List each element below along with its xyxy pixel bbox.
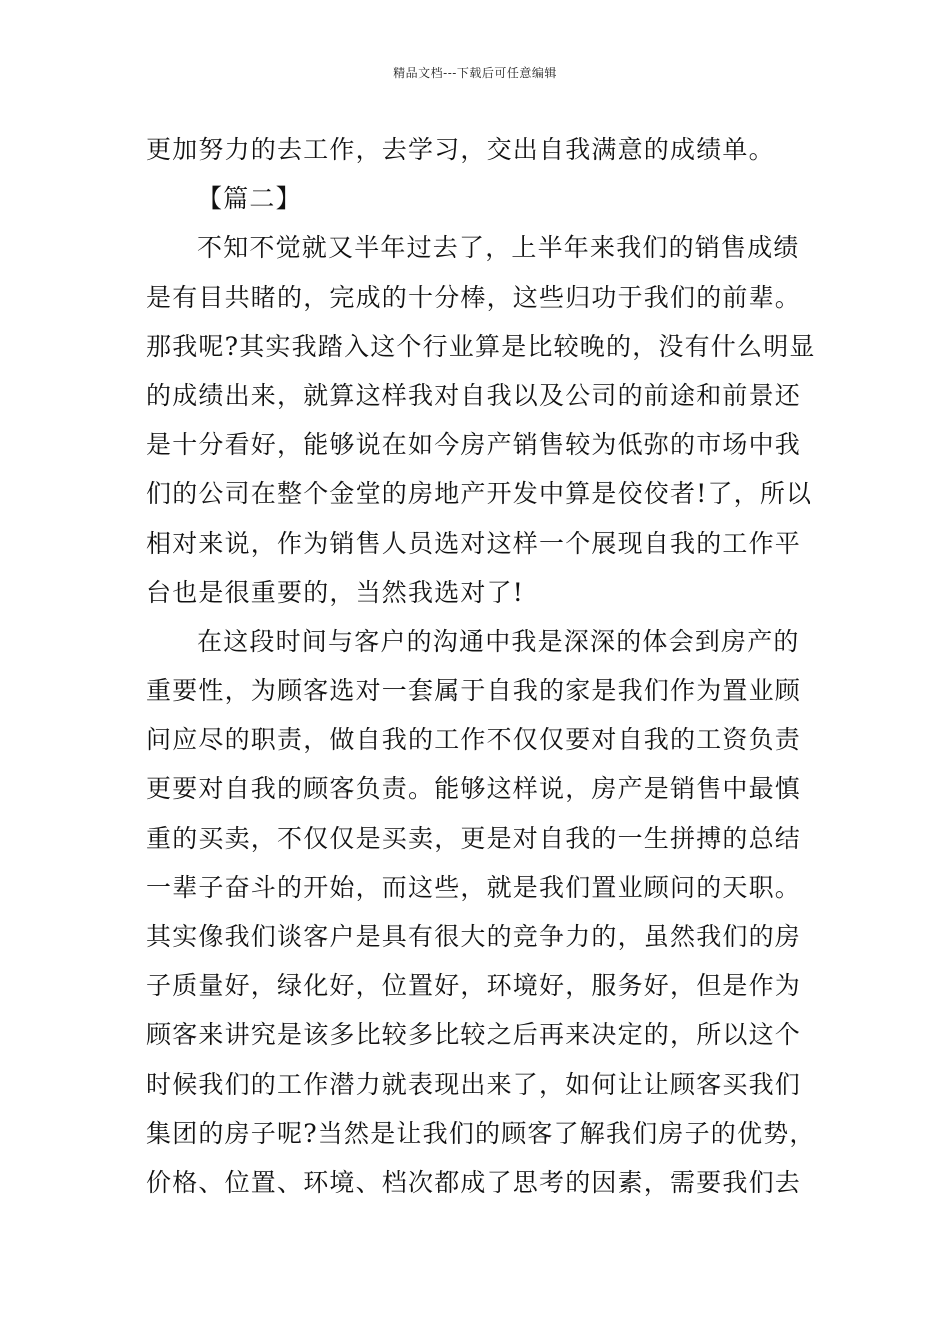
paragraph-first-line: 在这段时间与客户的沟通中我是深深的体会到房产的 [197, 626, 800, 656]
text-line: 集团的房子呢?当然是让我们的顾客了解我们房子的优势， [146, 1118, 816, 1148]
text-line: 子质量好，绿化好，位置好，环境好，服务好，但是作为 [146, 971, 802, 1001]
text-line: 相对来说，作为销售人员选对这样一个展现自我的工作平 [146, 528, 802, 558]
text-line: 重要性，为顾客选对一套属于自我的家是我们作为置业顾 [146, 676, 802, 706]
text-line: 重的买卖，不仅仅是买卖，更是对自我的一生拼搏的总结 [146, 823, 802, 853]
text-line: 更加努力的去工作，去学习，交出自我满意的成绩单。 [146, 135, 775, 164]
section-heading: 【篇二】 [197, 184, 302, 214]
document-body [146, 125, 816, 1207]
text-line: 其实像我们谈客户是具有很大的竞争力的，虽然我们的房 [146, 922, 802, 951]
text-line: 是有目共睹的，完成的十分棒，这些归功于我们的前辈。 [146, 282, 802, 312]
text-line: 们的公司在整个金堂的房地产开发中算是佼佼者!了，所以 [146, 479, 813, 509]
text-line: 价格、位置、环境、档次都成了思考的因素，需要我们去 [146, 1167, 802, 1197]
text-line: 的成绩出来，就算这样我对自我以及公司的前途和前景还 [146, 380, 802, 410]
text-line: 是十分看好，能够说在如今房产销售较为低弥的市场中我 [146, 430, 802, 460]
text-line: 那我呢?其实我踏入这个行业算是比较晚的，没有什么明显 [146, 331, 816, 361]
page-header: 精品文档---下载后可任意编辑 [393, 66, 557, 80]
text-line: 一辈子奋斗的开始，而这些，就是我们置业顾问的天职。 [146, 872, 802, 902]
paragraph-first-line: 不知不觉就又半年过去了，上半年来我们的销售成绩 [197, 233, 800, 263]
text-line: 顾客来讲究是该多比较多比较之后再来决定的，所以这个 [146, 1020, 802, 1050]
text-line: 时候我们的工作潜力就表现出来了，如何让让顾客买我们 [146, 1069, 802, 1099]
text-line: 更要对自我的顾客负责。能够这样说，房产是销售中最慎 [146, 774, 802, 804]
text-line: 问应尽的职责，做自我的工作不仅仅要对自我的工资负责 [146, 725, 802, 755]
text-line: 台也是很重要的，当然我选对了! [146, 577, 525, 607]
